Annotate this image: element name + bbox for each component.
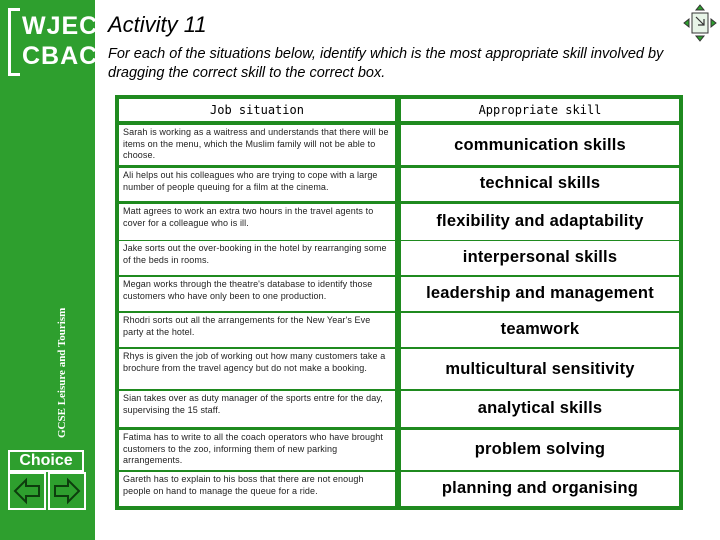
skill-label[interactable]: leadership and management bbox=[426, 284, 654, 302]
choice-label: Choice bbox=[8, 450, 84, 472]
skill-label[interactable]: planning and organising bbox=[441, 479, 639, 497]
header-appropriate-skill: Appropriate skill bbox=[401, 99, 679, 121]
logo-line2: CBAC bbox=[22, 42, 99, 70]
skill-drop-box[interactable] bbox=[401, 349, 679, 389]
skill-drop-box[interactable] bbox=[401, 204, 679, 240]
wjec-logo bbox=[8, 8, 99, 76]
situation-cell: Gareth has to explain to his boss that there are not enough people on hand to manage the queue for a ride. bbox=[119, 472, 395, 506]
skills-table bbox=[115, 95, 683, 510]
skill-label[interactable]: multicultural sensitivity bbox=[445, 360, 635, 378]
exit-icon bbox=[683, 3, 717, 43]
sidebar bbox=[0, 0, 99, 540]
subject-label: GCSE Leisure and Tourism bbox=[56, 307, 68, 438]
situation-cell: Ali helps out his colleagues who are trying to cope with a large number of people queuing for a film at the cinema. bbox=[119, 168, 395, 201]
situation-cell: Megan works through the theatre's database to identify those customers who have only been to one production. bbox=[119, 277, 395, 311]
skill-label[interactable]: communication skills bbox=[454, 136, 626, 154]
logo-line1: WJEC bbox=[22, 12, 99, 40]
exit-button[interactable] bbox=[683, 3, 717, 43]
situation-cell: Sarah is working as a waitress and understands that there will be items on the menu, which the Muslim family will not be able to choose. bbox=[119, 125, 395, 165]
arrow-right-icon bbox=[50, 474, 84, 508]
situation-cell: Rhodri sorts out all the arrangements for the New Year's Eve party at the hotel. bbox=[119, 313, 395, 347]
skill-drop-box[interactable] bbox=[401, 391, 679, 427]
skill-drop-box[interactable] bbox=[401, 430, 679, 470]
instructions: For each of the situations below, identify which is the most appropriate skill involved by dragging the correct skill to the correct box. bbox=[108, 46, 664, 81]
back-button[interactable] bbox=[8, 472, 46, 510]
skill-label[interactable]: teamwork bbox=[500, 320, 580, 338]
skill-drop-box[interactable] bbox=[401, 241, 679, 275]
skill-drop-box[interactable] bbox=[401, 125, 679, 165]
skill-drop-box[interactable] bbox=[401, 472, 679, 506]
situation-cell: Sian takes over as duty manager of the sports entre for the day, supervising the 15 staff. bbox=[119, 391, 395, 427]
forward-button[interactable] bbox=[48, 472, 86, 510]
header-job-situation: Job situation bbox=[119, 99, 395, 121]
skill-drop-box[interactable] bbox=[401, 168, 679, 201]
skill-label[interactable]: interpersonal skills bbox=[462, 248, 618, 266]
skill-label[interactable]: analytical skills bbox=[477, 399, 603, 417]
arrow-left-icon bbox=[10, 474, 44, 508]
page-title: Activity 11 bbox=[108, 12, 207, 37]
situation-cell: Jake sorts out the over-booking in the hotel by rearranging some of the beds in rooms. bbox=[119, 241, 395, 275]
skill-label[interactable]: problem solving bbox=[474, 440, 606, 458]
skill-drop-box[interactable] bbox=[401, 313, 679, 347]
situation-cell: Fatima has to write to all the coach operators who have brought customers to the zoo, informing them of new parking arrangements. bbox=[119, 430, 395, 470]
skill-label[interactable]: flexibility and adaptability bbox=[436, 212, 644, 230]
skill-label[interactable]: technical skills bbox=[479, 174, 601, 192]
skill-drop-box[interactable] bbox=[401, 277, 679, 311]
situation-cell: Matt agrees to work an extra two hours in the travel agents to cover for a colleague who is ill. bbox=[119, 204, 395, 240]
situation-cell: Rhys is given the job of working out how many customers take a brochure from the travel agency but do not make a booking. bbox=[119, 349, 395, 389]
